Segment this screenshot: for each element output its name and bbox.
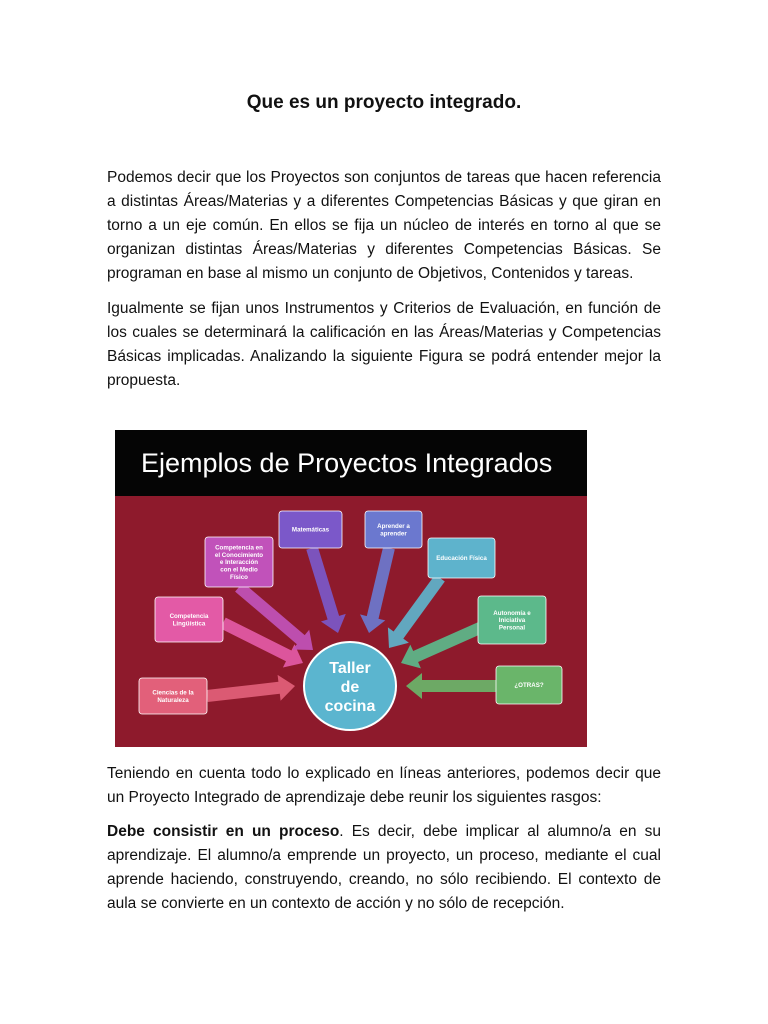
- arrow-otras: [406, 673, 496, 699]
- figure-header: Ejemplos de Proyectos Integrados: [115, 430, 587, 496]
- process-text: . Es decir, debe implicar al alumno/a en su aprendizaje. El alumno/a emprende un proyecto, un proceso, mediante el cual aprende haciendo, construyendo, creando, no sólo recibiendo. El contexto de aula se convierte en un contexto de acción y no sólo de recepción.: [107, 823, 661, 912]
- arrow-matematicas: [306, 546, 346, 633]
- center-label: de: [340, 679, 360, 696]
- box-label-aprender: aprender: [380, 530, 407, 538]
- arrow-educacion-fisica: [388, 575, 445, 649]
- box-label-linguistica: Lingüística: [172, 620, 206, 628]
- paragraph-intro: Podemos decir que los Proyectos son conjuntos de tareas que hacen referencia a distintas Áreas/Materias y a diferentes Competencias Básicas y que giran en torno a un eje común. En ellos se fija un núcleo de interés en torno al que se organizan distintas Áreas/Materias y diferentes Competencias Básicas. Se programan en base al mismo un conjunto de Objetivos, Contenidos y tareas.: [107, 169, 661, 282]
- box-label-aprender: Aprender a: [377, 523, 410, 530]
- box-label-ciencias: Naturaleza: [157, 696, 189, 704]
- box-label-autonomia: Personal: [498, 624, 526, 632]
- box-label-conocimiento: e Interacción: [219, 559, 259, 567]
- box-label-autonomia: Autonomía e: [493, 609, 531, 617]
- arrow-aprender: [360, 547, 395, 633]
- box-label-linguistica: Competencia: [169, 613, 209, 620]
- box-label-conocimiento: Competencia en: [215, 544, 263, 552]
- arrow-ciencias: [206, 675, 295, 702]
- box-label-ciencias: Ciencias de la: [152, 689, 194, 697]
- process-heading: Debe consistir en un proceso: [107, 823, 340, 840]
- paragraph-process: [107, 820, 661, 916]
- box-label-conocimiento: con el Medio: [220, 566, 258, 574]
- box-label-matematicas: Matemáticas: [291, 526, 330, 534]
- project-figure: [115, 430, 587, 747]
- box-label-educacion-fisica: Educación Física: [436, 555, 487, 563]
- page-title: Que es un proyecto integrado.: [246, 92, 522, 113]
- figure-diagram: [115, 496, 587, 747]
- paragraph-traits: Teniendo en cuenta todo lo explicado en líneas anteriores, podemos decir que un Proyecto Integrado de aprendizaje debe reunir los siguientes rasgos:: [107, 765, 661, 806]
- box-label-otras: ¿OTRAS?: [514, 682, 544, 690]
- box-label-autonomia: Iniciativa: [498, 617, 526, 625]
- box-label-conocimiento: el Conocimiento: [214, 551, 264, 559]
- paragraph-evaluation: Igualmente se fijan unos Instrumentos y Criterios de Evaluación, en función de los cuales se determinará la calificación en las Áreas/Materias y Competencias Básicas implicadas. Analizando la siguiente Figura se podrá entender mejor la propuesta.: [107, 300, 661, 389]
- center-label: Taller: [329, 660, 371, 677]
- center-label: cocina: [324, 698, 376, 715]
- box-label-conocimiento: Físico: [230, 574, 248, 581]
